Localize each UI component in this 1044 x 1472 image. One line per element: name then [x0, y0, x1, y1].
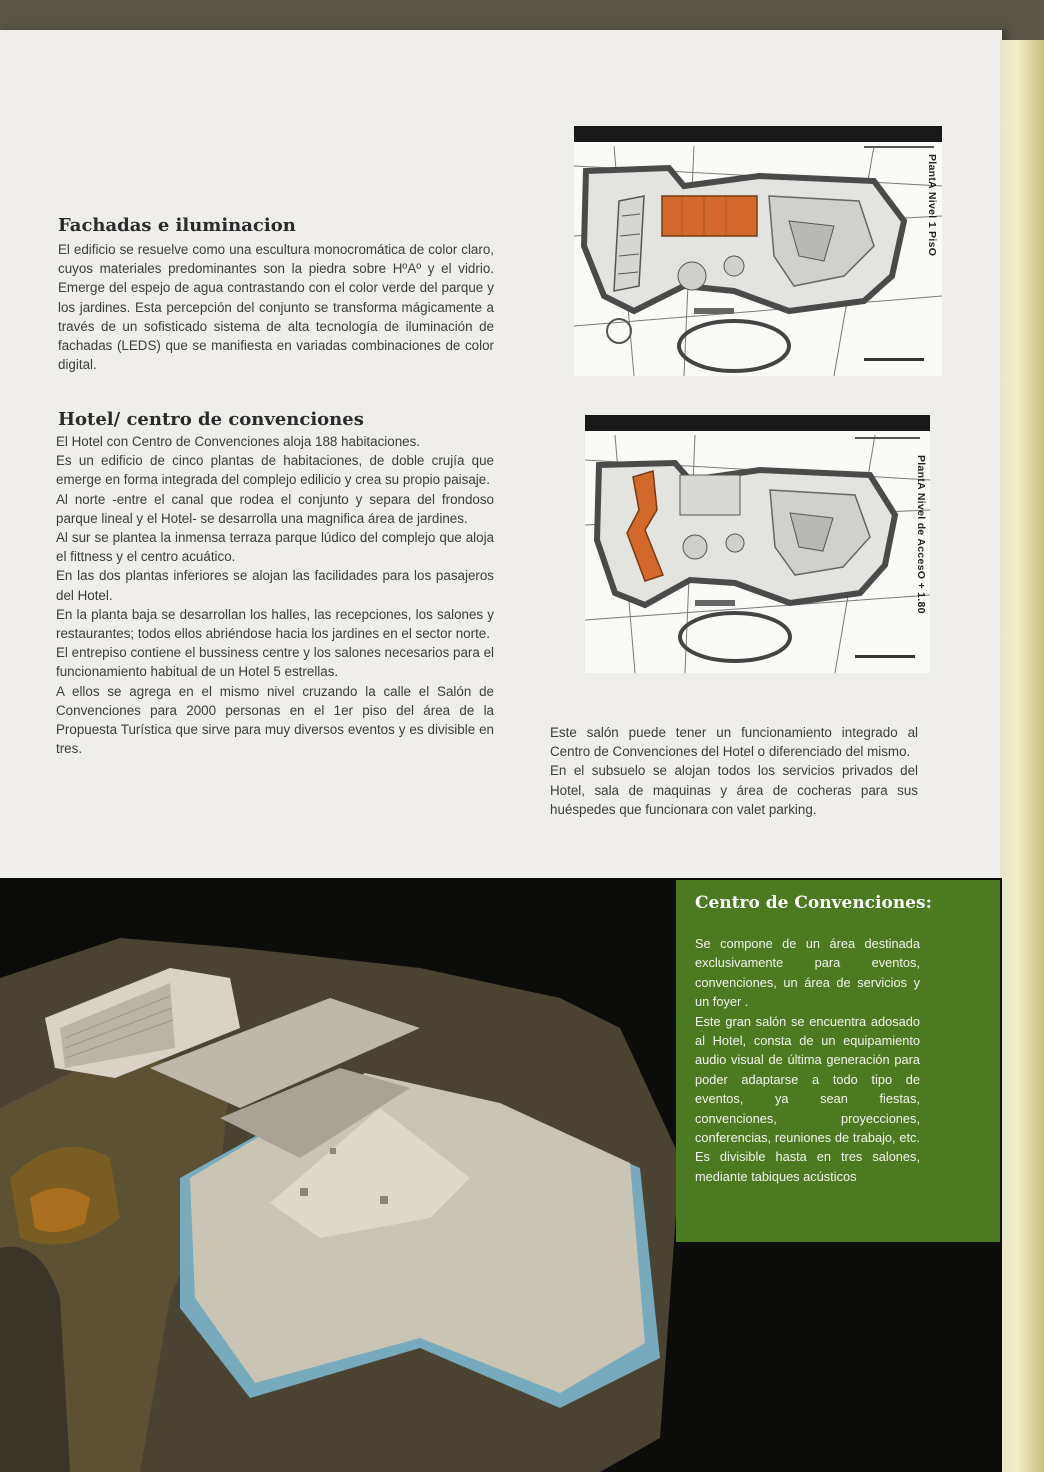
plan-header-bar: [585, 415, 930, 431]
hotel-paragraph: Al norte -entre el canal que rodea el conjunto y separa del frondoso parque lineal y el Hotel- se desarrolla una magnifica área de jardines.: [56, 491, 494, 526]
floor-plan-drawing: [585, 415, 930, 673]
hotel-paragraph: Es un edificio de cinco plantas de habitaciones, de doble crujía que emerge en forma integrada del complejo edilicio y crea su propio paisaje.: [56, 453, 494, 488]
floor-plan-drawing: [574, 126, 942, 376]
convention-center-paragraph: Este gran salón se encuentra adosado al Hotel, consta de un equipamiento audio visual de última generación para poder adaptarse a todo tipo de eventos, ya sean fiestas, convenciones, proyecciones, conferencias, reuniones de trabajo, etc. Es divisible hasta en tres salones, mediante tabiques acústicos: [695, 1013, 920, 1184]
hotel-paragraph: El entrepiso contiene el bussiness centre y los salones necesarios para el funcionamiento habitual de un Hotel 5 estrellas.: [56, 645, 494, 680]
hotel-paragraph: A ellos se agrega en el mismo nivel cruzando la calle el Salón de Convenciones para 2000 personas en el 1er piso del área de la Propuesta Turística que sirve para muy diversos eventos y es divisible en tres.: [56, 683, 494, 757]
hotel-paragraph: El Hotel con Centro de Convenciones aloja 188 habitaciones.: [56, 434, 421, 449]
convention-center-paragraph: Se compone de un área destinada exclusivamente para eventos, convenciones, un área de servicios y un foyer .: [695, 936, 920, 1010]
fachadas-text: [58, 240, 494, 374]
hotel-title: Hotel/ centro de convenciones: [58, 409, 364, 430]
floor-plan-access-level: [585, 415, 930, 673]
plan-label: PlantA Nivel de AccesO + 1.80: [915, 455, 927, 614]
salon-text: [550, 723, 918, 819]
convention-center-panel: [676, 880, 1000, 1242]
plan-label: PlantA Nivel 1 PisO: [926, 154, 938, 257]
hotel-paragraph: Al sur se plantea la inmensa terraza parque lúdico del complejo que aloja el fittness y el centro acuático.: [56, 530, 494, 565]
convention-center-title: Centro de Convenciones:: [695, 893, 932, 913]
page-edge: [1000, 40, 1044, 1472]
floor-plan-level-1: [574, 126, 942, 376]
hotel-text: [56, 432, 494, 758]
salon-paragraph: Este salón puede tener un funcionamiento integrado al Centro de Convenciones del Hotel o diferenciado del mismo.: [550, 725, 918, 760]
salon-paragraph: En el subsuelo se alojan todos los servicios privados del Hotel, sala de maquinas y área de cocheras para sus huéspedes que funcionara con valet parking.: [550, 763, 918, 817]
hotel-paragraph: En la planta baja se desarrollan los halles, las recepciones, los salones y restaurantes; todos ellos abriéndose hacia los jardines en el sector norte.: [56, 606, 494, 642]
hotel-paragraph: En las dos plantas inferiores se alojan las facilidades para los pasajeros del Hotel.: [56, 568, 494, 603]
plan-header-bar: [574, 126, 942, 142]
convention-center-text: [695, 934, 920, 1186]
fachadas-paragraph: El edificio se resuelve como una escultura monocromática de color claro, cuyos materiales predominantes son la piedra sobre HºAº y el vidrio. Emerge del espejo de agua contrastando con el color verde del parque y los jardines. Esta percepción del conjunto se transforma mágicamente a través de un sofisticado sistema de alta tecnología de iluminación de fachadas (LEDS) que se manifiesta en variadas combinaciones de color digital.: [58, 242, 494, 373]
fachadas-title: Fachadas e iluminacion: [58, 215, 296, 236]
